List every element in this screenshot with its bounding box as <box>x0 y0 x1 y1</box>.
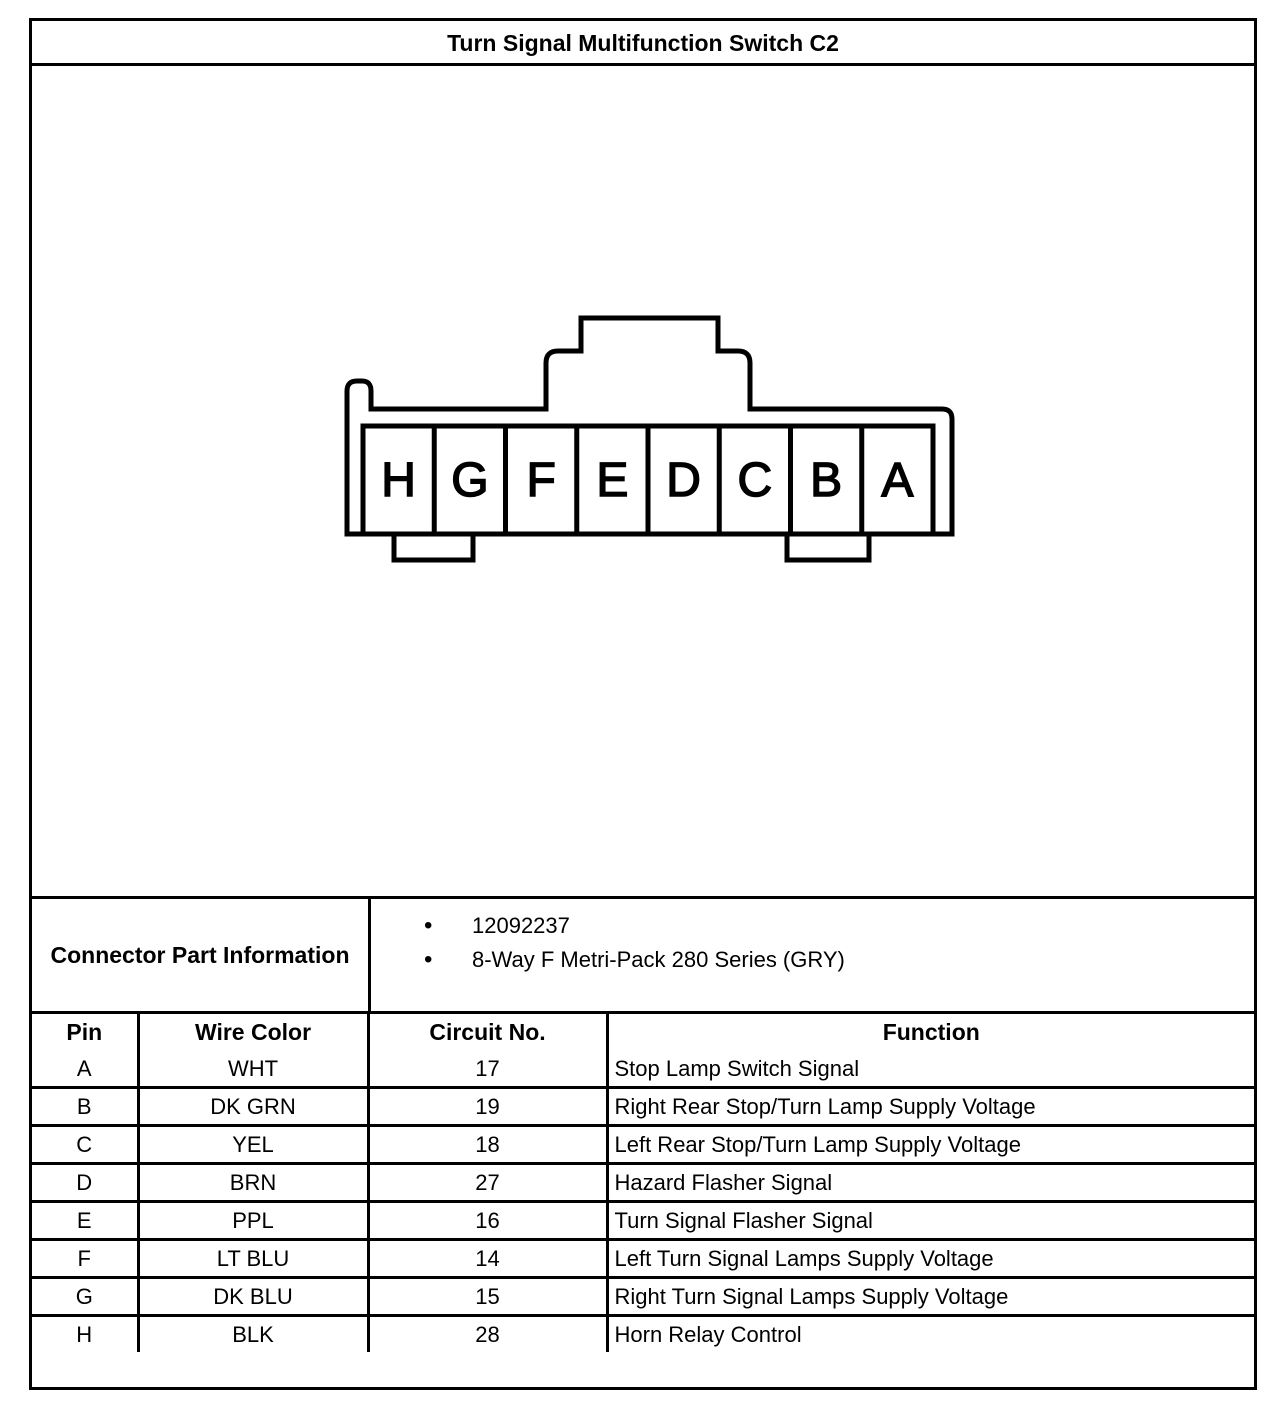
wire-color-cell: PPL <box>138 1202 368 1240</box>
cavity-label-c: C <box>737 454 773 507</box>
function-cell: Left Turn Signal Lamps Supply Voltage <box>607 1240 1254 1278</box>
part-number: • 12092237 <box>424 911 845 945</box>
wire-color-cell: BRN <box>138 1164 368 1202</box>
cavity-label-f: F <box>526 454 556 507</box>
connector-part-information <box>32 899 1254 1014</box>
table-row <box>32 1202 1254 1240</box>
pinout-table <box>32 1014 1254 1352</box>
pin-cell: D <box>32 1164 138 1202</box>
pin-cell: G <box>32 1278 138 1316</box>
cavity-label-b: B <box>810 454 843 507</box>
wire-color-column-header: Wire Color <box>138 1014 368 1051</box>
function-cell: Hazard Flasher Signal <box>607 1164 1254 1202</box>
cavity-label-a: A <box>881 454 914 507</box>
cavity-label-e: E <box>596 454 629 507</box>
pin-cell: H <box>32 1316 138 1353</box>
circuit-cell: 28 <box>368 1316 607 1353</box>
cavity-label-h: H <box>381 454 416 507</box>
wire-color-cell: DK BLU <box>138 1278 368 1316</box>
table-row <box>32 1278 1254 1316</box>
table-row <box>32 1126 1254 1164</box>
cavity-label-g: G <box>451 454 489 507</box>
table-header-row <box>32 1014 1254 1051</box>
function-cell: Right Rear Stop/Turn Lamp Supply Voltage <box>607 1088 1254 1126</box>
circuit-column-header: Circuit No. <box>368 1014 607 1051</box>
table-row <box>32 1088 1254 1126</box>
function-cell: Left Rear Stop/Turn Lamp Supply Voltage <box>607 1126 1254 1164</box>
circuit-cell: 18 <box>368 1126 607 1164</box>
wire-color-cell: DK GRN <box>138 1088 368 1126</box>
table-row <box>32 1240 1254 1278</box>
connector-description: • 8-Way F Metri-Pack 280 Series (GRY) <box>424 945 845 979</box>
pin-cell: C <box>32 1126 138 1164</box>
table-row <box>32 1051 1254 1088</box>
circuit-cell: 14 <box>368 1240 607 1278</box>
pin-column-header: Pin <box>32 1014 138 1051</box>
wire-color-cell: LT BLU <box>138 1240 368 1278</box>
circuit-cell: 17 <box>368 1051 607 1088</box>
locking-tab-right <box>787 534 869 560</box>
table-row <box>32 1316 1254 1353</box>
circuit-cell: 19 <box>368 1088 607 1126</box>
function-cell: Horn Relay Control <box>607 1316 1254 1353</box>
function-cell: Stop Lamp Switch Signal <box>607 1051 1254 1088</box>
cavity-label-d: D <box>666 454 701 507</box>
circuit-cell: 15 <box>368 1278 607 1316</box>
locking-tab-left <box>394 534 473 560</box>
function-cell: Right Turn Signal Lamps Supply Voltage <box>607 1278 1254 1316</box>
page-title: Turn Signal Multifunction Switch C2 <box>32 21 1254 66</box>
connector-diagram <box>32 66 1254 899</box>
pin-cell: A <box>32 1051 138 1088</box>
part-info-list <box>424 911 845 979</box>
pin-cell: E <box>32 1202 138 1240</box>
wire-color-cell: YEL <box>138 1126 368 1164</box>
connector-sheet <box>29 18 1257 1390</box>
circuit-cell: 16 <box>368 1202 607 1240</box>
connector-face-drawing <box>32 66 1254 896</box>
pin-cell: F <box>32 1240 138 1278</box>
wire-color-cell: WHT <box>138 1051 368 1088</box>
circuit-cell: 27 <box>368 1164 607 1202</box>
pin-cell: B <box>32 1088 138 1126</box>
function-column-header: Function <box>607 1014 1254 1051</box>
wire-color-cell: BLK <box>138 1316 368 1353</box>
table-row <box>32 1164 1254 1202</box>
part-info-label: Connector Part Information <box>32 899 371 1011</box>
function-cell: Turn Signal Flasher Signal <box>607 1202 1254 1240</box>
